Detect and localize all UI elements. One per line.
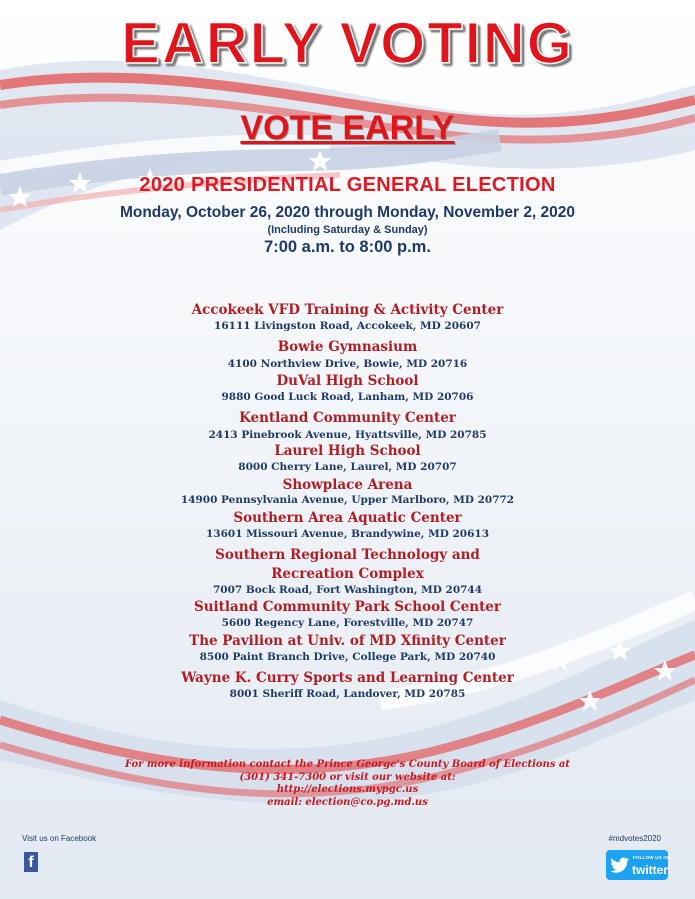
location-address: 2413 Pinebrook Avenue, Hyattsville, MD 20785 (208, 429, 487, 441)
election-name: 2020 PRESIDENTIAL GENERAL ELECTION (139, 174, 556, 196)
location-address: 13601 Missouri Avenue, Brandywine, MD 20613 (205, 528, 490, 540)
location-address: 7007 Bock Road, Fort Washington, MD 20744 (212, 584, 483, 596)
location-name: Southern Regional Technology and (215, 547, 480, 563)
location-name: Wayne K. Curry Sports and Learning Center (181, 670, 514, 686)
twitter-follow-button[interactable] (606, 850, 671, 880)
location-address: 5600 Regency Lane, Forestville, MD 20747 (221, 617, 474, 629)
voting-hours: 7:00 a.m. to 8:00 p.m. (264, 238, 431, 256)
date-range: Monday, October 26, 2020 through Monday, November 2, 2020 (119, 204, 576, 221)
twitter-follow-text: FOLLOW US ON (633, 855, 671, 860)
facebook-icon[interactable]: f (24, 852, 38, 872)
location-name: Kentland Community Center (239, 410, 456, 426)
location-name: Southern Area Aquatic Center (233, 510, 462, 526)
location-name: Bowie Gymnasium (277, 339, 418, 355)
facebook-label: Visit us on Facebook (22, 834, 97, 843)
contact-website-link[interactable]: http://elections.mypgc.us (276, 784, 419, 795)
twitter-bird-icon (609, 854, 631, 876)
location-address: 9880 Good Luck Road, Lanham, MD 20706 (221, 391, 474, 403)
location-address: 8000 Cherry Lane, Laurel, MD 20707 (238, 461, 457, 473)
contact-info (0, 759, 695, 809)
location-name-continued: Recreation Complex (271, 566, 424, 582)
location-address: 16111 Livingston Road, Accokeek, MD 20607 (214, 320, 481, 332)
page-title: EARLY VOTING (121, 11, 574, 76)
location-name: The Pavilion at Univ. of MD Xfinity Center (189, 633, 506, 649)
location-name: Accokeek VFD Training & Activity Center (191, 302, 504, 318)
location-address: 8001 Sheriff Road, Landover, MD 20785 (229, 688, 466, 700)
weekend-note: (Including Saturday & Sunday) (267, 224, 428, 236)
location-name: DuVal High School (276, 373, 419, 389)
contact-email-link[interactable]: email: election@co.pg.md.us (267, 796, 428, 808)
location-address: 14900 Pennsylvania Avenue, Upper Marlboro, MD 20772 (180, 494, 515, 506)
hashtag: #mdvotes2020 (608, 834, 661, 843)
location-name: Laurel High School (274, 443, 421, 459)
location-name: Suitland Community Park School Center (193, 599, 502, 615)
location-name: Showplace Arena (282, 477, 413, 493)
contact-line: For more information contact the Prince George's County Board of Elections at (124, 759, 571, 770)
page-subtitle: VOTE EARLY (240, 109, 455, 147)
location-address: 4100 Northview Drive, Bowie, MD 20716 (227, 358, 468, 370)
contact-phone: (301) 341-7300 or visit our website at: (239, 771, 456, 783)
location-address: 8500 Paint Branch Drive, College Park, MD 20740 (199, 651, 496, 663)
twitter-wordmark: twitter (632, 863, 668, 877)
